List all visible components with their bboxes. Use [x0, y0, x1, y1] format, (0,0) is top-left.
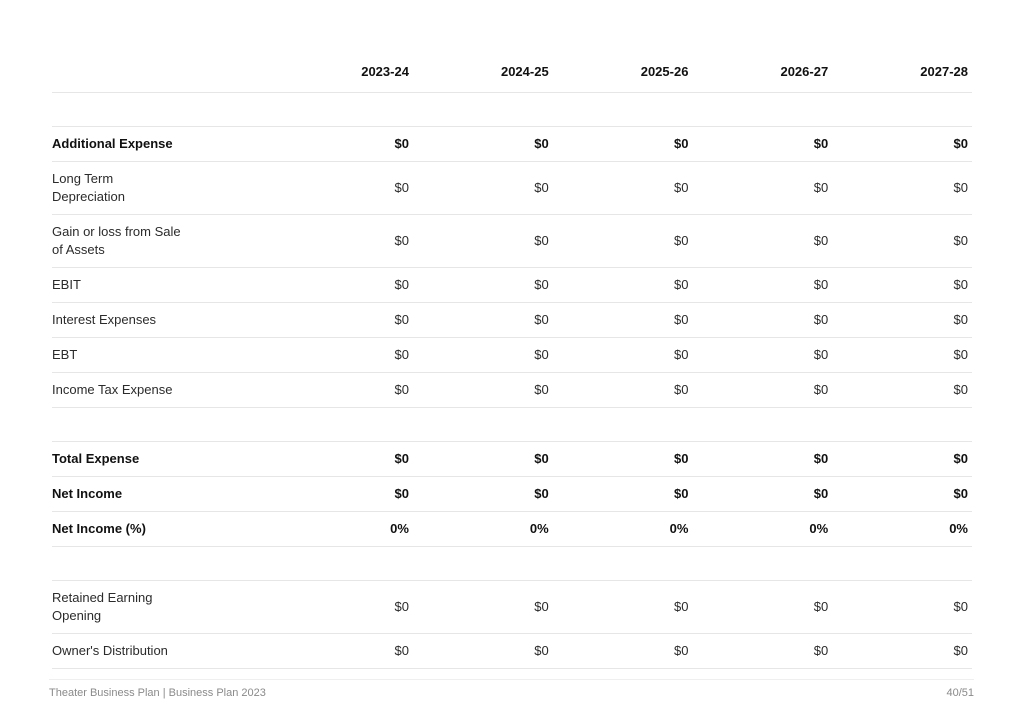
row-value: $0 [553, 338, 693, 373]
row-value: $0 [832, 442, 972, 477]
row-value: $0 [413, 215, 553, 268]
row-value: $0 [832, 581, 972, 634]
year-header: 2026-27 [692, 52, 832, 93]
year-header: 2027-28 [832, 52, 972, 93]
row-label: Gain or loss from Sale of Assets [52, 215, 273, 268]
row-value: $0 [273, 127, 413, 162]
table-row [52, 634, 972, 669]
table-row [52, 477, 972, 512]
row-value: $0 [273, 581, 413, 634]
row-value: $0 [832, 477, 972, 512]
table-row [52, 373, 972, 408]
header-label-cell [52, 52, 273, 93]
row-value: $0 [692, 268, 832, 303]
row-value: $0 [413, 303, 553, 338]
footer-page-number: 40/51 [946, 687, 974, 699]
table-row [52, 162, 972, 215]
row-value: $0 [832, 634, 972, 669]
row-label: EBT [52, 338, 273, 373]
row-value: 0% [832, 512, 972, 547]
row-value: $0 [553, 442, 693, 477]
row-value: $0 [273, 162, 413, 215]
row-label: EBIT [52, 268, 273, 303]
row-label: Income Tax Expense [52, 373, 273, 408]
row-value: $0 [832, 162, 972, 215]
row-value: $0 [692, 127, 832, 162]
row-label: Net Income (%) [52, 512, 273, 547]
row-label: Total Expense [52, 442, 273, 477]
row-value: $0 [413, 373, 553, 408]
row-value: $0 [553, 477, 693, 512]
table-row [52, 442, 972, 477]
row-value: $0 [413, 127, 553, 162]
row-value: $0 [832, 127, 972, 162]
row-value: $0 [553, 303, 693, 338]
row-value: $0 [553, 373, 693, 408]
row-value: $0 [553, 162, 693, 215]
row-value: 0% [413, 512, 553, 547]
row-value: $0 [832, 303, 972, 338]
row-value: $0 [413, 338, 553, 373]
year-header: 2023-24 [273, 52, 413, 93]
row-value: $0 [692, 373, 832, 408]
row-value: $0 [832, 373, 972, 408]
row-value: $0 [553, 215, 693, 268]
year-header: 2025-26 [553, 52, 693, 93]
row-label: Additional Expense [52, 127, 273, 162]
row-label: Owner's Distribution [52, 634, 273, 669]
table-row [52, 303, 972, 338]
row-value: $0 [553, 581, 693, 634]
row-value: $0 [692, 442, 832, 477]
row-value: $0 [692, 477, 832, 512]
row-value: $0 [553, 634, 693, 669]
row-value: $0 [832, 268, 972, 303]
row-value: $0 [692, 634, 832, 669]
table-row [52, 581, 972, 634]
row-value: $0 [273, 303, 413, 338]
row-value: $0 [692, 215, 832, 268]
row-value: 0% [553, 512, 693, 547]
row-value: $0 [413, 634, 553, 669]
spacer-row [52, 547, 972, 581]
row-value: $0 [273, 634, 413, 669]
row-value: $0 [832, 338, 972, 373]
income-statement-table [52, 52, 972, 669]
spacer-row [52, 93, 972, 127]
row-value: $0 [832, 215, 972, 268]
row-value: $0 [413, 162, 553, 215]
row-value: $0 [273, 373, 413, 408]
row-label: Long Term Depreciation [52, 162, 273, 215]
row-value: $0 [413, 268, 553, 303]
row-value: $0 [553, 127, 693, 162]
table-row [52, 268, 972, 303]
row-value: $0 [273, 268, 413, 303]
row-value: $0 [692, 581, 832, 634]
financial-table-page [52, 52, 972, 669]
row-value: $0 [273, 442, 413, 477]
row-value: $0 [413, 442, 553, 477]
row-value: $0 [273, 338, 413, 373]
table-row [52, 338, 972, 373]
table-row [52, 127, 972, 162]
table-header-row [52, 52, 972, 93]
year-header: 2024-25 [413, 52, 553, 93]
spacer-row [52, 408, 972, 442]
table-row [52, 512, 972, 547]
page-footer [49, 679, 974, 708]
footer-doc-title: Theater Business Plan | Business Plan 2023 [49, 687, 266, 699]
row-value: 0% [692, 512, 832, 547]
row-label: Interest Expenses [52, 303, 273, 338]
row-label: Retained Earning Opening [52, 581, 273, 634]
row-label: Net Income [52, 477, 273, 512]
row-value: $0 [413, 581, 553, 634]
row-value: $0 [692, 338, 832, 373]
row-value: $0 [273, 215, 413, 268]
row-value: 0% [273, 512, 413, 547]
row-value: $0 [413, 477, 553, 512]
table-row [52, 215, 972, 268]
row-value: $0 [273, 477, 413, 512]
row-value: $0 [692, 162, 832, 215]
row-value: $0 [553, 268, 693, 303]
row-value: $0 [692, 303, 832, 338]
